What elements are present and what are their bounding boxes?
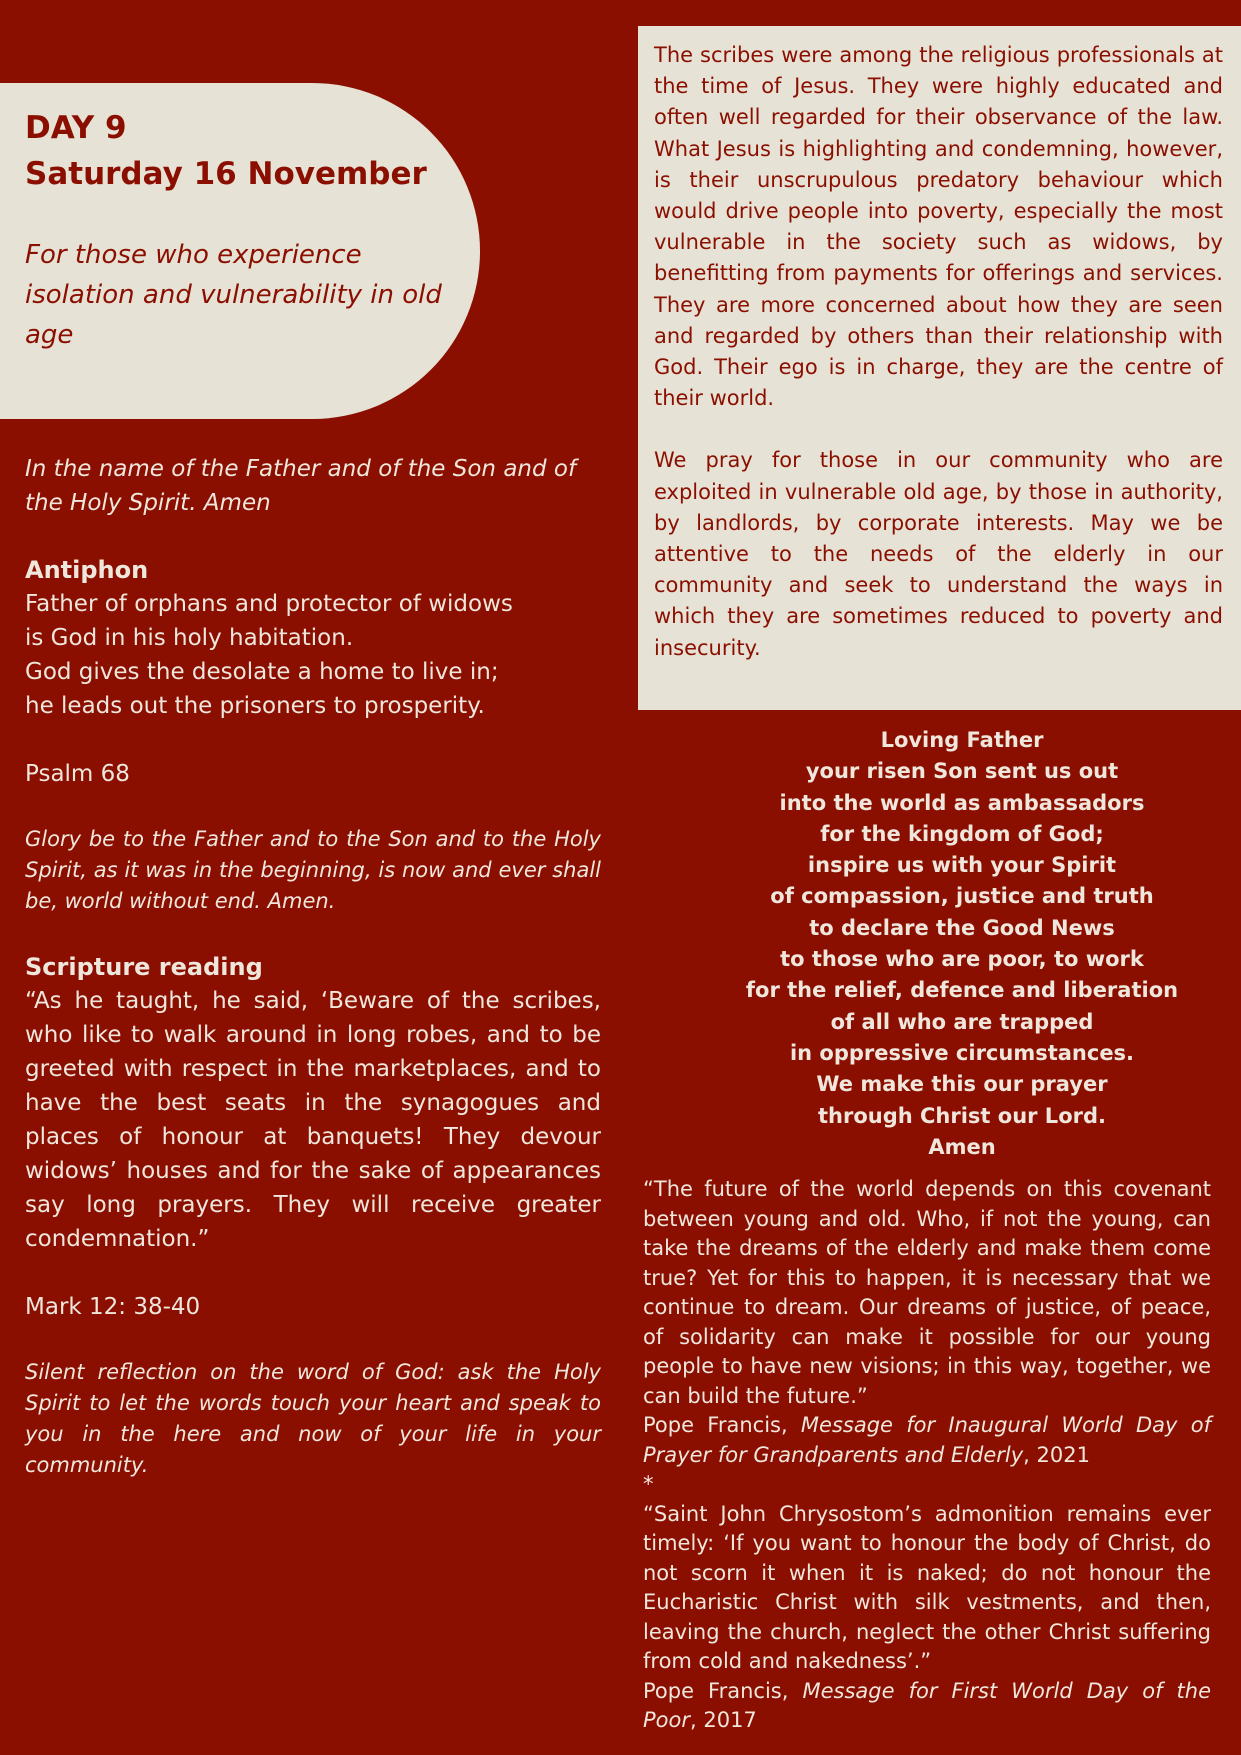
intercession-paragraph: We pray for those in our community who are exploited in vulnerable old age, by those in authority, by landlords, by corporate interests. May we be attentive to the needs of the elderly in our community and seek to understand the ways in which they are sometimes reduced to poverty and insecurity. [654,448,1223,660]
quote-separator: * [643,1472,654,1496]
prayer-line: through Christ our Lord. [817,1103,1106,1128]
quotations [643,1175,1211,1736]
day-number: DAY 9 [25,110,127,146]
silent-reflection: Silent reflection on the word of God: ask the Holy Spirit to let the words touch your heart and speak to you in the here and now of your life in your community. [25,1360,601,1477]
antiphon-title: Antiphon [25,556,149,584]
prayer-line: Amen [928,1134,996,1159]
day-header-panel [0,83,480,419]
quote-source: Message for Inaugural World Day of Prayer for Grandparents and Elderly [643,1413,1211,1467]
prayer-line: Loving Father [880,728,1044,752]
prayer-line: to declare the Good News [809,915,1115,940]
opening-blessing: In the name of the Father and of the Son and of the Holy Spirit. Amen [25,456,577,516]
scripture-reference: Mark 12: 38-40 [25,1294,201,1320]
antiphon-line: he leads out the prisoners to prosperity. [25,693,485,719]
reflection-box [638,26,1241,710]
quote-year: , 2017 [690,1708,757,1732]
quote-text: “The future of the world depends on this covenant between young and old. Who, if not the young, can take the dreams of the elderly and make them come true? Yet for this to happen, it is necessary that we continue to dream. Our dreams of justice, of peace, of solidarity can make it possible for our young people to have new visions; in this way, together, we can build the future.” [643,1177,1211,1408]
quote-author: Pope Francis, [643,1413,801,1437]
glory-be-prayer: Glory be to the Father and to the Son and to the Holy Spirit, as it was in the beginning, is now and ever shall be, world without end. Amen. [25,827,601,913]
prayer-line: into the world as ambassadors [779,790,1145,815]
antiphon-line: Father of orphans and protector of widows [25,591,513,617]
quote-year: , 2021 [1023,1442,1090,1467]
psalm-reference: Psalm 68 [25,761,130,787]
prayer-line: inspire us with your Spirit [807,853,1117,878]
day-intention: For those who experience isolation and vulnerability in old age [25,240,442,350]
prayer-line: of all who are trapped [830,1009,1094,1034]
quote-source: Message for First World Day of the Poor [643,1678,1211,1732]
quote-attribution [643,1411,1211,1470]
day-date: Saturday 16 November [25,156,427,192]
reflection-paragraph: The scribes were among the religious professionals at the time of Jesus. They were highly educated and often well regarded for their observance of the law. What Jesus is highlighting and condemning, however, is their unscrupulous predatory behaviour which would drive people into poverty, especially the most vulnerable in the society such as widows, by benefitting from payments for offerings and services. They are more concerned about how they are seen and regarded by others than their relationship with God. Their ego is in charge, they are the centre of their world. [654,43,1223,411]
antiphon-line: is God in his holy habitation. [25,625,354,651]
quote-attribution [643,1677,1211,1736]
prayer-line: We make this our prayer [816,1072,1108,1097]
prayer-line: for the kingdom of God; [820,821,1104,846]
left-column [25,452,601,1481]
prayer-line: for the relief, defence and liberation [745,978,1179,1003]
prayer-line: to those who are poor, to work [780,947,1144,972]
quote-text: “Saint John Chrysostom’s admonition remains ever timely: ‘If you want to honour the body of Christ, do not scorn it when it is naked; do not honour the Eucharistic Christ with silk vestments, and then, leaving the church, neglect the other Christ suffering from cold and nakedness’.” [643,1501,1211,1673]
prayer-line: your risen Son sent us out [805,759,1119,784]
prayer-line: of compassion, justice and truth [770,884,1154,909]
quote-author: Pope Francis, [643,1678,803,1703]
antiphon-line: God gives the desolate a home to live in; [25,659,499,685]
prayer-line: in oppressive circumstances. [789,1040,1135,1065]
scripture-title: Scripture reading [25,953,263,981]
scripture-text: “As he taught, he said, ‘Beware of the scribes, who like to walk around in long robes, and to be greeted with respect in the marketplaces, and to have the best seats in the synagogues and places of honour at banquets! They devour widows’ houses and for the sake of appearances say long prayers. They will receive greater condemnation.” [25,988,601,1252]
closing-prayer [700,725,1224,1163]
